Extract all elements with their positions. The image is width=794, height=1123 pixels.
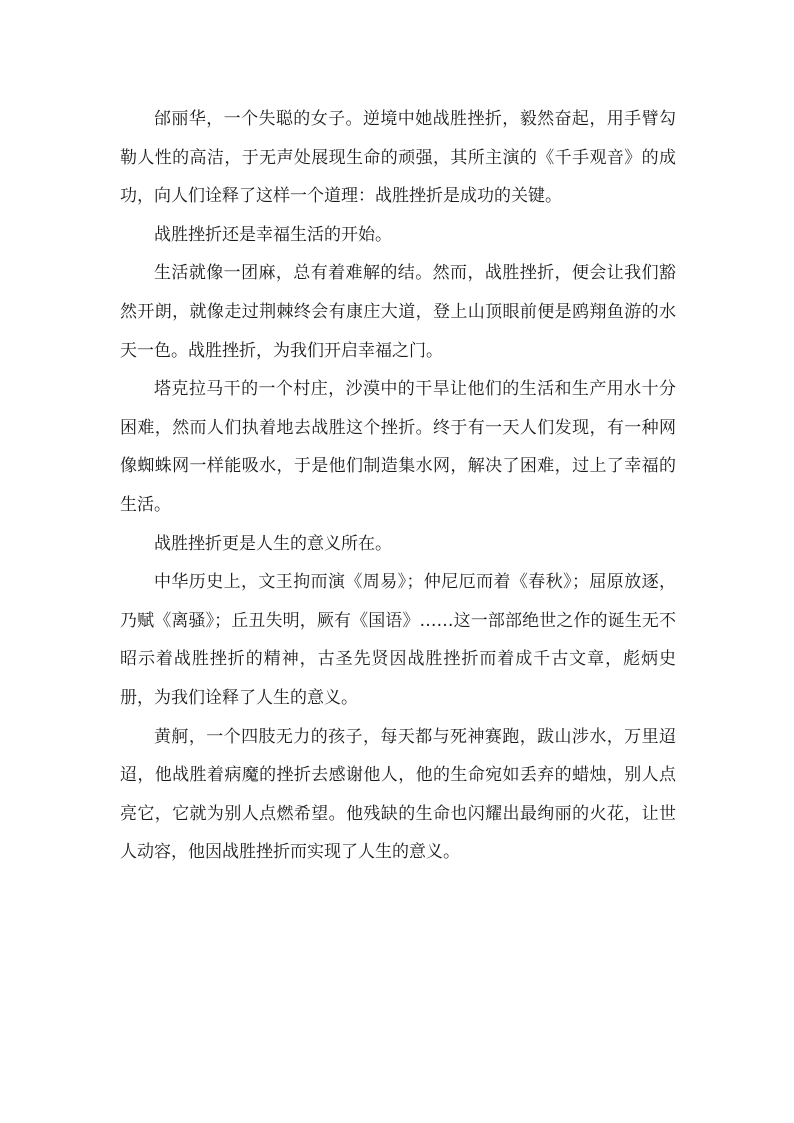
paragraph: 黄舸，一个四肢无力的孩子，每天都与死神赛跑，跋山涉水，万里迢迢，他战胜着病魔的挫折去感谢他人，他的生命宛如丢弃的蜡烛，别人点亮它，它就为别人点燃希望。他残缺的生命也闪耀出最绚丽的火花，让世人动容，他因战胜挫折而实现了人生的意义。 <box>120 726 676 863</box>
paragraph: 战胜挫折还是幸福生活的开始。 <box>154 224 392 245</box>
document-body <box>120 100 676 872</box>
paragraph: 战胜挫折更是人生的意义所在。 <box>154 533 392 554</box>
paragraph: 邰丽华，一个失聪的女子。逆境中她战胜挫折，毅然奋起，用手臂勾勒人性的高洁，于无声处展现生命的顽强，其所主演的《千手观音》的成功，向人们诠释了这样一个道理：战胜挫折是成功的关键。 <box>120 109 676 207</box>
paragraph: 生活就像一团麻，总有着难解的结。然而，战胜挫折，便会让我们豁然开朗，就像走过荆棘终会有康庄大道，登上山顶眼前便是鸥翔鱼游的水天一色。战胜挫折，为我们开启幸福之门。 <box>120 263 676 361</box>
paragraph: 塔克拉马干的一个村庄，沙漠中的干旱让他们的生活和生产用水十分困难，然而人们执着地去战胜这个挫折。终于有一天人们发现，有一种网像蜘蛛网一样能吸水，于是他们制造集水网，解决了困难，过上了幸福的生活。 <box>120 379 676 515</box>
paragraph: 中华历史上，文王拘而演《周易》；仲尼厄而着《春秋》；屈原放逐，乃赋《离骚》；丘丑失明，厥有《国语》……这一部部绝世之作的诞生无不昭示着战胜挫折的精神，古圣先贤因战胜挫折而着成千古文章，彪炳史册，为我们诠释了人生的意义。 <box>120 572 676 708</box>
